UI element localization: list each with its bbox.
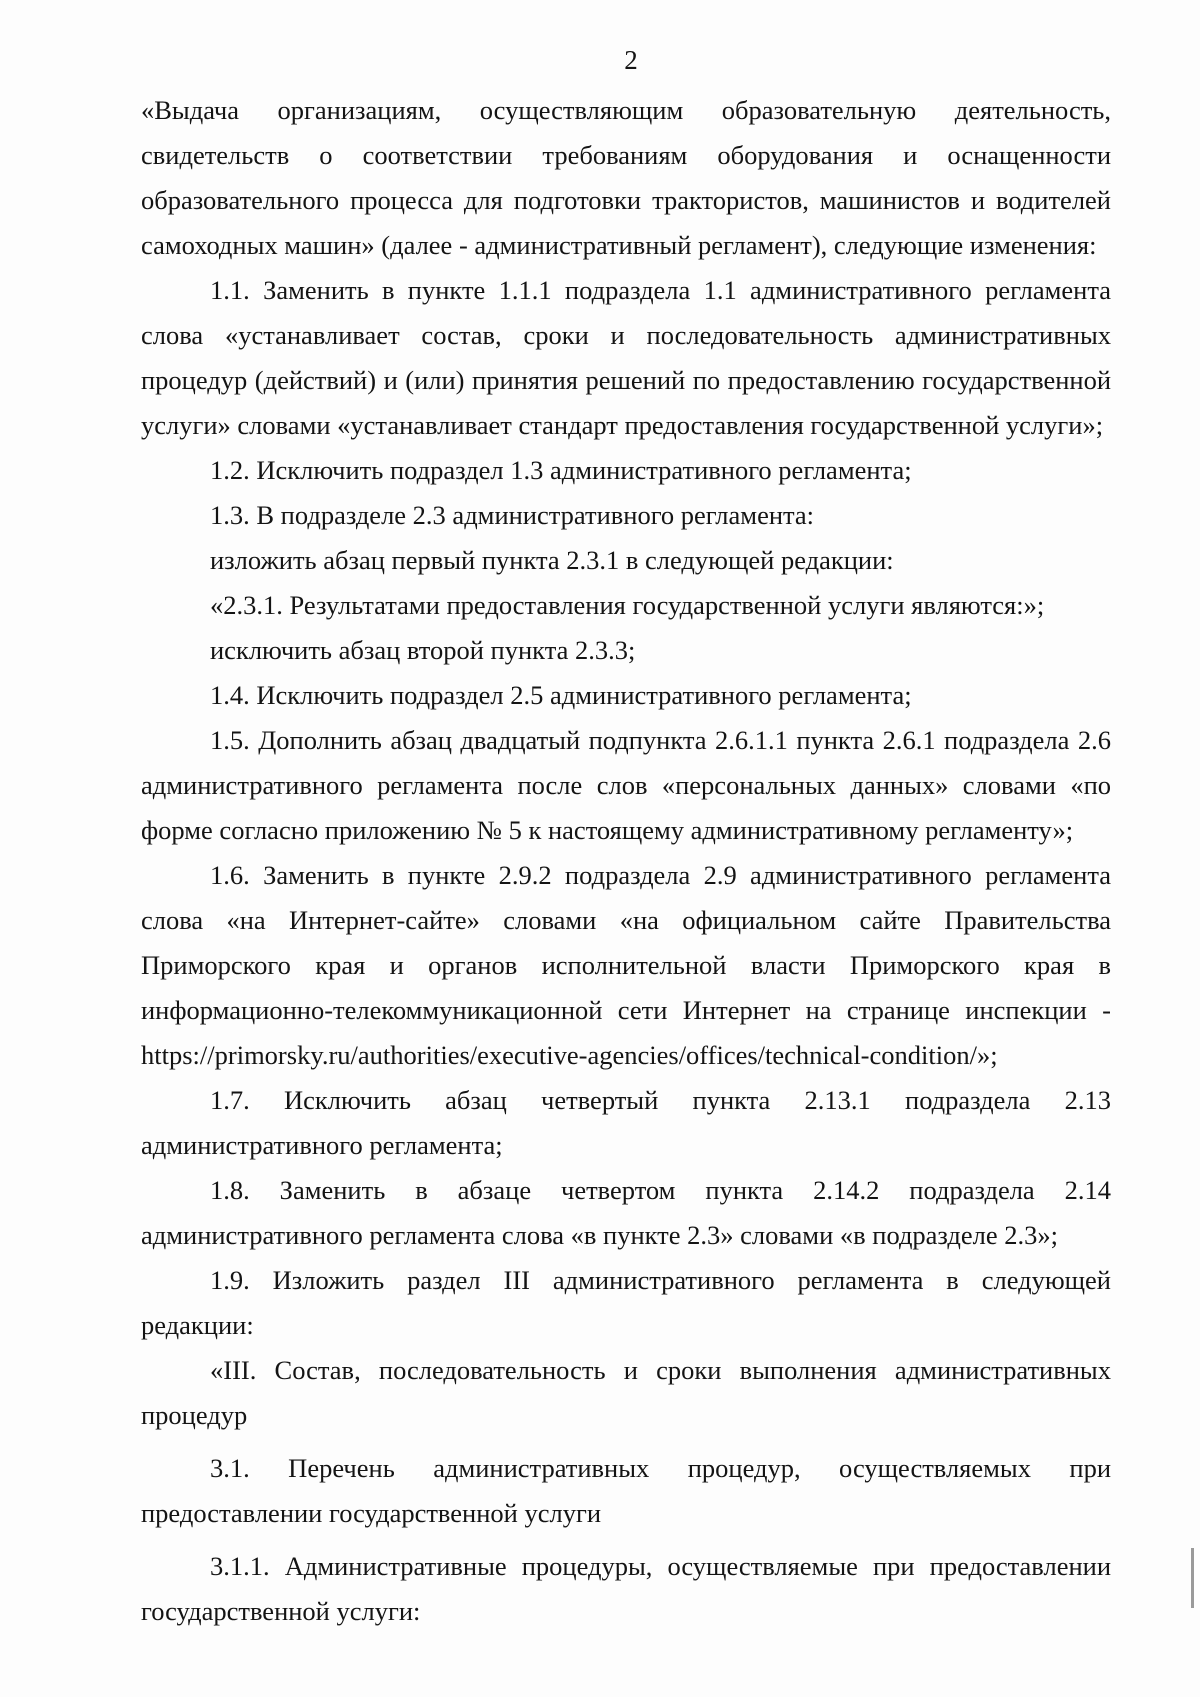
paragraph-1-1: 1.1. Заменить в пункте 1.1.1 подраздела 1.1 административного регламента слова «устанавливает состав, сроки и последовательность административных процедур (действий) и (или) принятия решений по предоставлению государственной услуги» словами «устанавливает стандарт предоставления государственной услуги»;: [141, 275, 1111, 440]
paragraph-3-1-1: 3.1.1. Административные процедуры, осуществляемые при предоставлении государственной услуги:: [141, 1551, 1111, 1626]
document-body: [141, 88, 1111, 1634]
paragraph-1-3-a: изложить абзац первый пункта 2.3.1 в следующей редакции:: [210, 545, 894, 575]
paragraph-1-4: 1.4. Исключить подраздел 2.5 административного регламента;: [210, 680, 912, 710]
paragraph-1-3-b: «2.3.1. Результатами предоставления государственной услуги являются:»;: [210, 590, 1045, 620]
paragraph-1-8: 1.8. Заменить в абзаце четвертом пункта 2.14.2 подраздела 2.14 административного регламента слова «в пункте 2.3» словами «в подразделе 2.3»;: [141, 1175, 1111, 1250]
subsection-heading-3-1: 3.1. Перечень административных процедур, осуществляемых при предоставлении государственной услуги: [141, 1453, 1111, 1528]
paragraph-1-3: 1.3. В подразделе 2.3 административного регламента:: [210, 500, 815, 530]
paragraph-1-9: 1.9. Изложить раздел III административного регламента в следующей редакции:: [141, 1265, 1111, 1340]
paragraph-1-2: 1.2. Исключить подраздел 1.3 административного регламента;: [210, 455, 912, 485]
paragraph-1-6: 1.6. Заменить в пункте 2.9.2 подраздела 2.9 административного регламента слова «на Интернет-сайте» словами «на официальном сайте Правительства Приморского края и органов исполнительной власти Приморского края в информационно-телекоммуникационной сети Интернет на странице инспекции - https://primorsky.ru/authorities/executive-agencies/offices/technical-condition/»;: [141, 860, 1111, 1070]
paragraph-1-7: 1.7. Исключить абзац четвертый пункта 2.13.1 подраздела 2.13 административного регламента;: [141, 1085, 1111, 1160]
paragraph-1-5: 1.5. Дополнить абзац двадцатый подпункта 2.6.1.1 пункта 2.6.1 подраздела 2.6 административного регламента после слов «персональных данных» словами «по форме согласно приложению № 5 к настоящему административному регламенту»;: [141, 725, 1111, 845]
scan-edge-mark: [1191, 1548, 1194, 1608]
section-heading-iii: «III. Состав, последовательность и сроки выполнения административных процедур: [141, 1355, 1111, 1430]
page-number: 2: [624, 45, 638, 75]
paragraph-intro: «Выдача организациям, осуществляющим образовательную деятельность, свидетельств о соответствии требованиям оборудования и оснащенности образовательного процесса для подготовки трактористов, машинистов и водителей самоходных машин» (далее - административный регламент), следующие изменения:: [141, 95, 1111, 260]
paragraph-1-3-c: исключить абзац второй пункта 2.3.3;: [210, 635, 636, 665]
